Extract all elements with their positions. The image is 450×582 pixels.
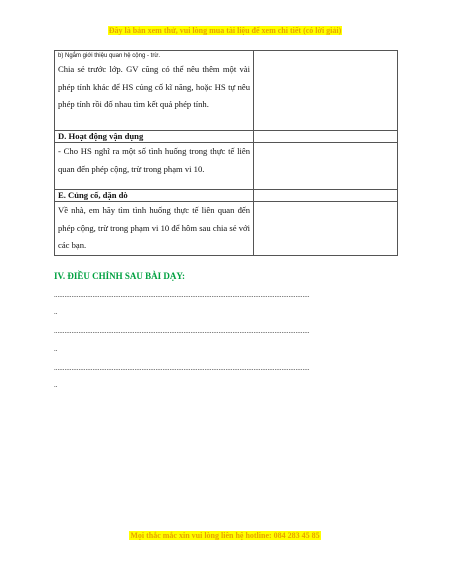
section-e-heading: E. Củng cố, dặn dò [58,190,128,200]
notes-cell [254,51,398,131]
dotted-line-tail: .. [54,381,58,389]
table-row [55,51,398,131]
notes-cell [254,143,398,190]
section-d-text-cell [55,143,254,190]
table-row [55,131,398,143]
notes-cell [254,190,398,202]
lesson-table [54,50,398,256]
activity-cell [55,51,254,131]
notes-cell [254,202,398,256]
section-e-text-cell [55,202,254,256]
header-notice [0,26,450,35]
table-row [55,202,398,256]
footer-notice-text: Mọi thắc mắc xin vui lòng liên hệ hotline: 084 283 45 85 [130,531,320,540]
dotted-line: .................................................................................................................................................. [54,327,310,335]
section-d-text: - Cho HS nghĩ ra một số tình huống trong thực tế liên quan đến phép cộng, trừ trong phạm vi 10. [58,146,250,174]
table-row [55,143,398,190]
section-4-title: IV. ĐIỀU CHỈNH SAU BÀI DẠY: [54,271,186,281]
section-e-text: Về nhà, em hãy tìm tình huống thực tế liên quan đến phép cộng, trừ trong phạm vi 10 để hôm sau chia sẻ với các bạn. [58,205,250,250]
dotted-line-tail: .. [54,308,58,316]
subsection-note: b) Ngắm giới thiệu quan hệ cộng - trừ. [58,53,161,59]
dotted-line: .................................................................................................................................................. [54,364,310,372]
dotted-line-tail: .. [54,345,58,353]
footer-notice [0,531,450,540]
section-d-heading: D. Hoạt động vận dụng [58,131,144,141]
activity-text: Chia sẻ trước lớp. GV cũng có thể nêu thêm một vài phép tính khác để HS củng cố kĩ năng, hoặc HS tự nêu phép tính rồi đố nhau tìm kết quả phép tính. [58,64,250,109]
header-notice-text: Đây là bản xem thử, vui lòng mua tài liệu để xem chi tiết (có lời giải) [108,26,342,35]
section-d-heading-cell [55,131,254,143]
notes-cell [254,131,398,143]
table-row [55,190,398,202]
dotted-line: .................................................................................................................................................. [54,291,310,299]
section-e-heading-cell [55,190,254,202]
